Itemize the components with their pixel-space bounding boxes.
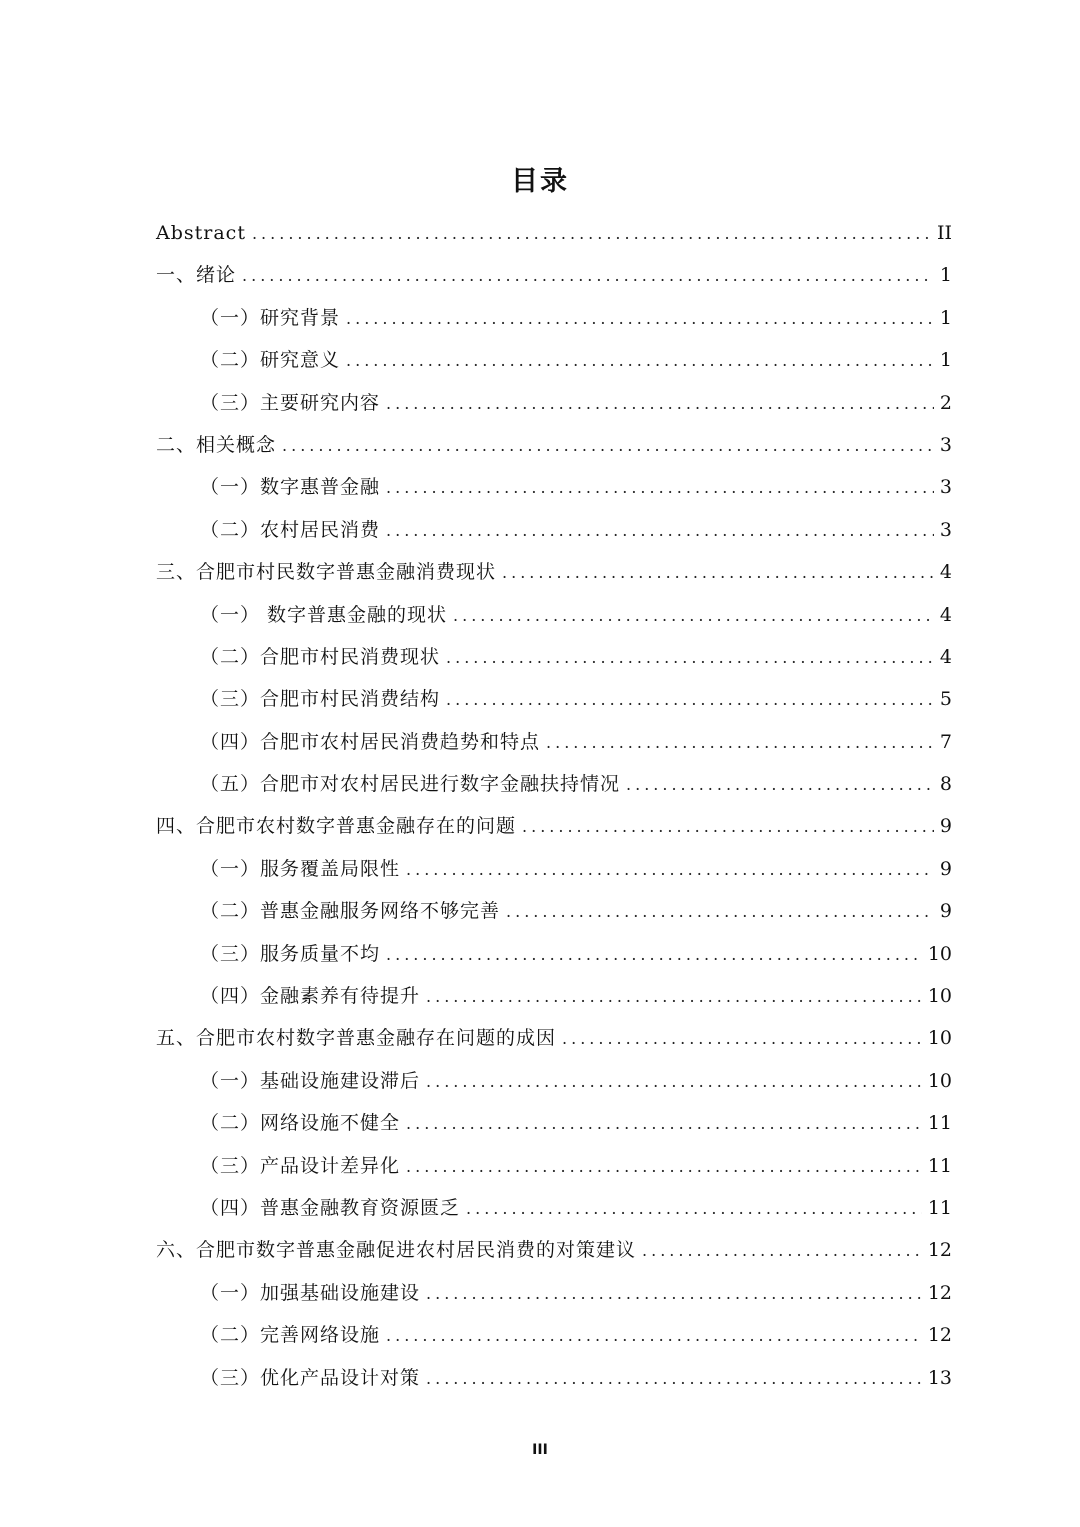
toc-entry-label: （二）研究意义 — [200, 349, 341, 372]
toc-dot-leader — [426, 976, 922, 1018]
toc-entry-label: （三）优化产品设计对策 — [200, 1366, 421, 1389]
toc-dot-leader — [252, 213, 931, 255]
toc-section-entry[interactable] — [156, 933, 952, 975]
toc-section-entry[interactable] — [156, 1145, 952, 1187]
toc-dot-leader — [453, 595, 934, 637]
toc-dot-leader — [546, 722, 934, 764]
toc-dot-leader — [346, 340, 934, 382]
toc-entry-label: （四）合肥市农村居民消费趋势和特点 — [200, 730, 541, 753]
toc-section-entry[interactable] — [156, 890, 952, 932]
table-of-contents — [156, 212, 952, 1399]
toc-chapter-entry[interactable] — [156, 1229, 952, 1271]
toc-entry-page: 5 — [939, 688, 952, 711]
toc-dot-leader — [386, 467, 934, 509]
toc-entry-page: 9 — [939, 857, 952, 880]
toc-dot-leader — [426, 1061, 922, 1103]
toc-entry-label: （五）合肥市对农村居民进行数字金融扶持情况 — [200, 773, 621, 796]
toc-entry-label: 二、相关概念 — [156, 433, 277, 456]
toc-entry-page: 12 — [927, 1239, 952, 1262]
toc-entry-page: 8 — [939, 773, 952, 796]
toc-section-entry[interactable] — [156, 975, 952, 1017]
toc-entry-page: 11 — [927, 1154, 952, 1177]
toc-entry-page: 12 — [927, 1281, 952, 1304]
toc-section-entry[interactable] — [156, 721, 952, 763]
toc-entry-page: 10 — [927, 1069, 952, 1092]
toc-entry-label: 六、合肥市数字普惠金融促进农村居民消费的对策建议 — [156, 1239, 637, 1262]
toc-entry-page: 11 — [927, 1196, 952, 1219]
toc-entry-page: 4 — [939, 561, 952, 584]
toc-entry-label: 四、合肥市农村数字普惠金融存在的问题 — [156, 815, 517, 838]
toc-section-entry[interactable] — [156, 466, 952, 508]
toc-entry-label: （二）普惠金融服务网络不够完善 — [200, 900, 501, 923]
toc-entry-page: 7 — [939, 730, 952, 753]
toc-entry-page: 4 — [939, 645, 952, 668]
toc-section-entry[interactable] — [156, 1357, 952, 1399]
toc-entry-page: 4 — [939, 603, 952, 626]
toc-section-entry[interactable] — [156, 297, 952, 339]
toc-entry-page: 9 — [939, 815, 952, 838]
toc-section-entry[interactable] — [156, 1102, 952, 1144]
toc-dot-leader — [522, 806, 934, 848]
toc-entry-label: （三）合肥市村民消费结构 — [200, 688, 441, 711]
toc-section-entry[interactable] — [156, 1060, 952, 1102]
toc-entry-page: 10 — [927, 985, 952, 1008]
toc-entry-page: II — [936, 222, 952, 244]
toc-entry-page: 1 — [939, 306, 952, 329]
toc-dot-leader — [346, 298, 934, 340]
toc-chapter-entry[interactable] — [156, 805, 952, 847]
toc-entry-page: 3 — [939, 518, 952, 541]
toc-dot-leader — [386, 510, 934, 552]
toc-entry-page: 1 — [939, 349, 952, 372]
toc-section-entry[interactable] — [156, 678, 952, 720]
toc-dot-leader — [466, 1188, 922, 1230]
toc-entry-label: （三）产品设计差异化 — [200, 1154, 401, 1177]
toc-dot-leader — [506, 891, 934, 933]
toc-chapter-entry[interactable] — [156, 254, 952, 296]
toc-dot-leader — [406, 1146, 922, 1188]
page-title: 目录 — [511, 166, 569, 197]
toc-entry-page: 10 — [927, 942, 952, 965]
toc-section-entry[interactable] — [156, 382, 952, 424]
toc-chapter-entry[interactable] — [156, 212, 952, 254]
toc-entry-label: （三）服务质量不均 — [200, 942, 381, 965]
toc-section-entry[interactable] — [156, 1272, 952, 1314]
toc-entry-page: 3 — [939, 476, 952, 499]
toc-dot-leader — [282, 425, 934, 467]
toc-entry-page: 3 — [939, 433, 952, 456]
toc-entry-label: （一）服务覆盖局限性 — [200, 857, 401, 880]
toc-section-entry[interactable] — [156, 339, 952, 381]
toc-dot-leader — [426, 1358, 922, 1400]
toc-entry-label: （三）主要研究内容 — [200, 391, 381, 414]
toc-section-entry[interactable] — [156, 1314, 952, 1356]
toc-entry-label: 三、合肥市村民数字普惠金融消费现状 — [156, 561, 497, 584]
toc-dot-leader — [386, 934, 922, 976]
toc-entry-label: （二）网络设施不健全 — [200, 1112, 401, 1135]
toc-entry-label: （一）数字惠普金融 — [200, 476, 381, 499]
toc-entry-page: 10 — [927, 1027, 952, 1050]
toc-entry-label: （一）研究背景 — [200, 306, 341, 329]
toc-entry-page: 9 — [939, 900, 952, 923]
toc-entry-page: 2 — [939, 391, 952, 414]
toc-dot-leader — [426, 1273, 922, 1315]
toc-dot-leader — [386, 1315, 922, 1357]
toc-dot-leader — [562, 1018, 922, 1060]
toc-section-entry[interactable] — [156, 763, 952, 805]
page-number: III — [532, 1442, 548, 1458]
toc-entry-label: Abstract — [156, 222, 246, 244]
toc-entry-page: 12 — [927, 1324, 952, 1347]
toc-entry-label: （四）普惠金融教育资源匮乏 — [200, 1196, 461, 1219]
toc-entry-label: （一）基础设施建设滞后 — [200, 1069, 421, 1092]
toc-section-entry[interactable] — [156, 1187, 952, 1229]
toc-dot-leader — [642, 1230, 922, 1272]
toc-dot-leader — [406, 1103, 922, 1145]
toc-dot-leader — [446, 637, 934, 679]
toc-dot-leader — [406, 849, 934, 891]
toc-entry-label: （一） 数字普惠金融的现状 — [200, 603, 448, 626]
toc-dot-leader — [502, 552, 934, 594]
toc-entry-page: 1 — [939, 264, 952, 287]
toc-chapter-entry[interactable] — [156, 1017, 952, 1059]
toc-dot-leader — [446, 679, 934, 721]
toc-entry-label: 一、绪论 — [156, 264, 237, 287]
toc-chapter-entry[interactable] — [156, 551, 952, 593]
toc-entry-label: （一）加强基础设施建设 — [200, 1281, 421, 1304]
toc-dot-leader — [626, 764, 934, 806]
toc-dot-leader — [242, 255, 934, 297]
toc-entry-label: （二）合肥市村民消费现状 — [200, 645, 441, 668]
toc-entry-label: （二）完善网络设施 — [200, 1324, 381, 1347]
toc-entry-label: （四）金融素养有待提升 — [200, 985, 421, 1008]
toc-entry-label: （二）农村居民消费 — [200, 518, 381, 541]
toc-section-entry[interactable] — [156, 594, 952, 636]
toc-entry-label: 五、合肥市农村数字普惠金融存在问题的成因 — [156, 1027, 557, 1050]
toc-section-entry[interactable] — [156, 848, 952, 890]
toc-entry-page: 13 — [927, 1366, 952, 1389]
toc-section-entry[interactable] — [156, 509, 952, 551]
toc-section-entry[interactable] — [156, 636, 952, 678]
toc-dot-leader — [386, 383, 934, 425]
toc-entry-page: 11 — [927, 1112, 952, 1135]
toc-chapter-entry[interactable] — [156, 424, 952, 466]
